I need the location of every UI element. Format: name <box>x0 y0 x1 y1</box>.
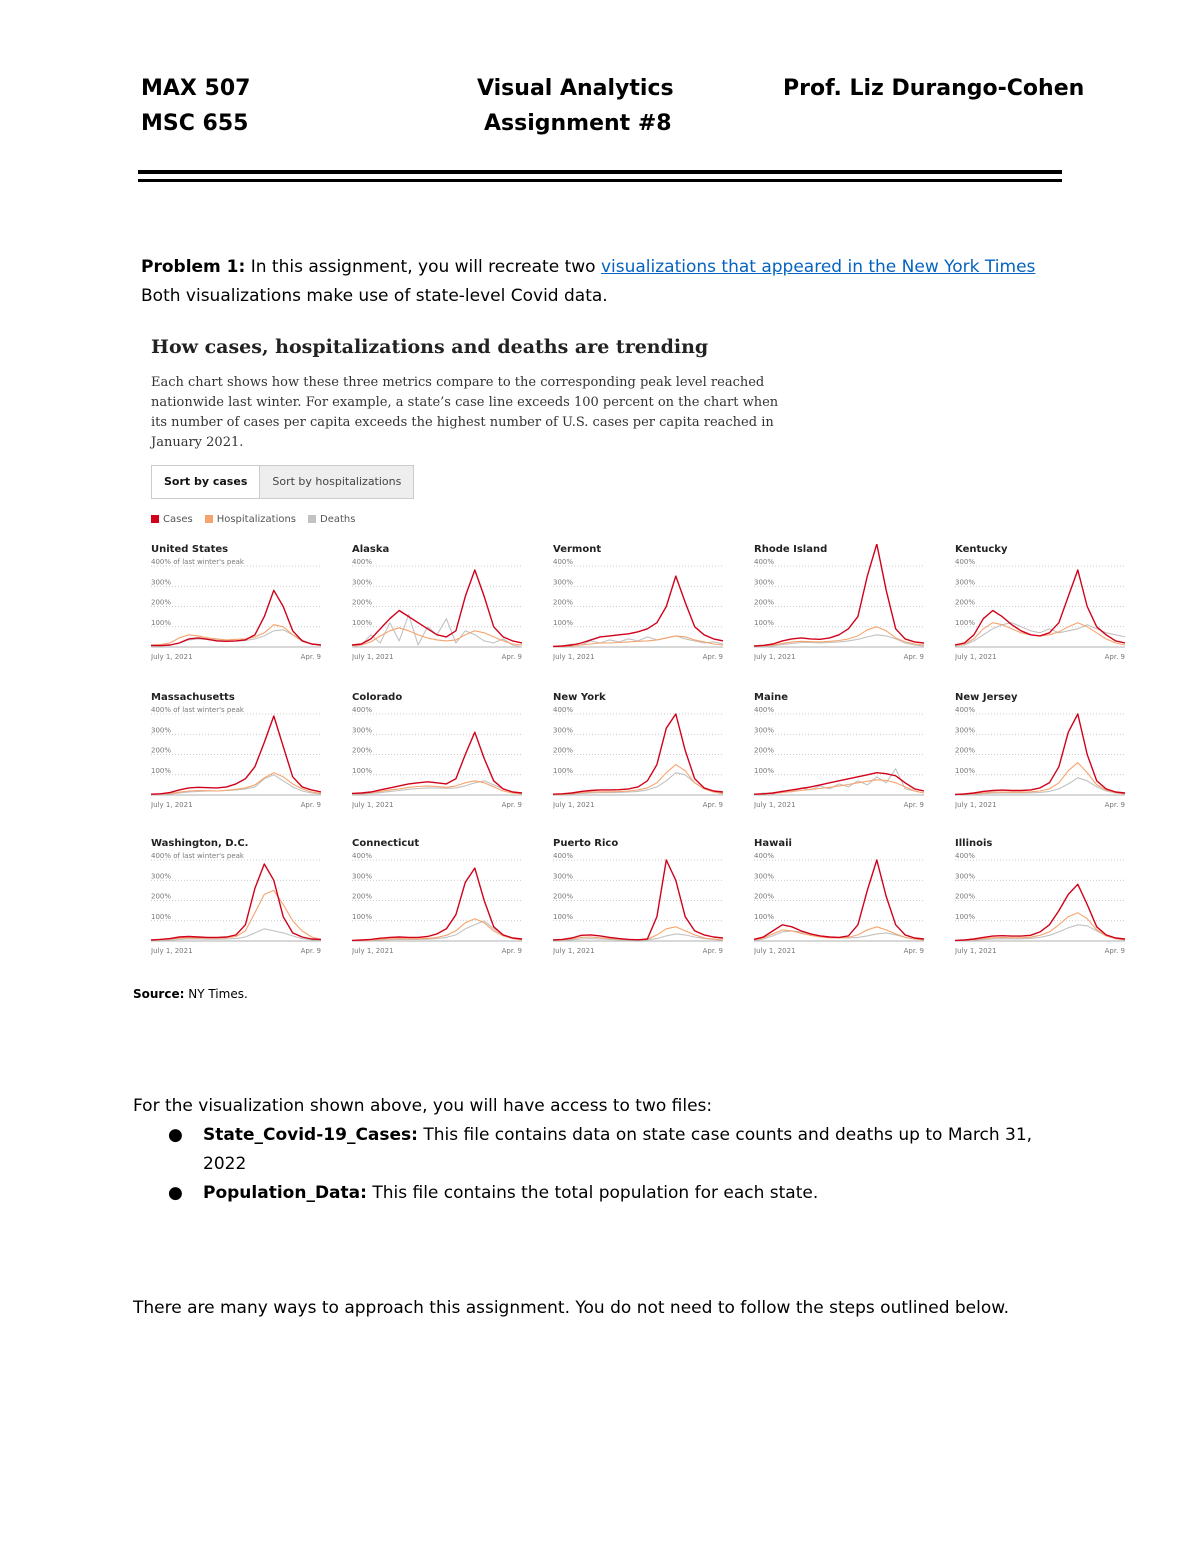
x-tick-label-start: July 1, 2021 <box>553 653 595 661</box>
course-code-2: MSC 655 <box>141 111 249 136</box>
source-note <box>133 987 248 1001</box>
chart-title: Alaska <box>352 544 390 555</box>
y-tick-label: 300% <box>754 726 775 735</box>
y-tick-label: 100% <box>151 618 172 627</box>
nyt-link[interactable]: visualizations that appeared in the New York Times <box>600 257 1036 277</box>
y-tick-label: 100% <box>553 766 574 775</box>
y-tick-label: 100% <box>955 912 976 921</box>
professor-name: Prof. Liz Durango-Cohen <box>783 76 1085 101</box>
y-tick-label: 300% <box>955 726 976 735</box>
x-tick-label-start: July 1, 2021 <box>754 653 796 661</box>
series-line-cases <box>754 860 924 939</box>
problem-text: In this assignment, you will recreate two <box>245 257 601 277</box>
x-tick-label-end: Apr. 9 <box>1104 801 1125 809</box>
y-tick-label: 300% <box>151 726 172 735</box>
legend-label-deaths: Deaths <box>320 514 356 525</box>
chart-svg <box>553 692 723 817</box>
y-tick-label: 100% <box>352 766 373 775</box>
assignment-title: Assignment #8 <box>484 111 672 136</box>
x-tick-label-start: July 1, 2021 <box>955 653 997 661</box>
chart-svg <box>352 692 522 817</box>
x-tick-label-end: Apr. 9 <box>300 801 321 809</box>
y-tick-label: 200% <box>352 892 373 901</box>
source-label: Source: <box>133 987 185 1001</box>
chart-title: Washington, D.C. <box>151 838 249 849</box>
y-tick-label: 200% <box>151 746 172 755</box>
chart-panel-new-jersey <box>955 692 1130 812</box>
chart-svg <box>955 692 1125 817</box>
x-tick-label-end: Apr. 9 <box>300 653 321 661</box>
figure-description: Each chart shows how these three metrics compare to the corresponding peak level reached nationwide last winter. For example, a state’s case line exceeds 100 percent on the chart when its number of cases per capita exceeds the highest number of U.S. cases per capita reached in January 2021. <box>151 375 779 450</box>
files-intro: For the visualization shown above, you will have access to two files: <box>133 1096 713 1116</box>
x-tick-label-end: Apr. 9 <box>903 947 924 955</box>
x-tick-label-end: Apr. 9 <box>702 947 723 955</box>
file-item-2-desc: This file contains the total population for each state. <box>366 1183 819 1203</box>
y-tick-label: 200% <box>754 598 775 607</box>
y-tick-label: 100% <box>955 618 976 627</box>
x-tick-label-start: July 1, 2021 <box>352 947 394 955</box>
chart-svg <box>352 544 522 669</box>
x-tick-label-start: July 1, 2021 <box>955 801 997 809</box>
y-tick-label: 300% <box>955 578 976 587</box>
chart-panel-united-states <box>151 544 326 664</box>
y-tick-label: 100% <box>754 618 775 627</box>
y-tick-label: 100% <box>553 912 574 921</box>
x-tick-label-end: Apr. 9 <box>501 801 522 809</box>
y-tick-label: 300% <box>553 726 574 735</box>
y-tick-label: 400% <box>754 706 775 714</box>
chart-panel-puerto-rico <box>553 838 728 958</box>
chart-title: Connecticut <box>352 838 420 849</box>
series-line-cases <box>151 590 321 645</box>
y-tick-label: 400% of last winter's peak <box>151 558 244 566</box>
series-line-cases <box>151 716 321 794</box>
series-line-hospitalizations <box>955 763 1125 795</box>
problem-label: Problem 1: <box>141 257 246 277</box>
chart-title: Kentucky <box>955 544 1008 555</box>
chart-panel-vermont <box>553 544 728 664</box>
y-tick-label: 400% <box>754 852 775 860</box>
file-item-2-name: Population_Data: <box>203 1183 367 1203</box>
file-item-2 <box>203 1179 1063 1208</box>
chart-svg <box>754 692 924 817</box>
legend-swatch-cases <box>151 515 159 523</box>
y-tick-label: 300% <box>352 578 373 587</box>
legend-swatch-hospitalizations <box>205 515 213 523</box>
x-tick-label-start: July 1, 2021 <box>151 801 193 809</box>
chart-svg <box>955 838 1125 963</box>
y-tick-label: 200% <box>553 892 574 901</box>
y-tick-label: 400% <box>553 558 574 566</box>
legend-label-cases: Cases <box>163 514 193 525</box>
x-tick-label-start: July 1, 2021 <box>151 653 193 661</box>
source-text: NY Times. <box>184 987 248 1001</box>
chart-svg <box>553 544 723 669</box>
y-tick-label: 100% <box>955 766 976 775</box>
y-tick-label: 300% <box>754 578 775 587</box>
y-tick-label: 300% <box>151 872 172 881</box>
x-tick-label-start: July 1, 2021 <box>754 801 796 809</box>
chart-panel-maine <box>754 692 929 812</box>
chart-title: Puerto Rico <box>553 838 619 849</box>
chart-svg <box>754 544 924 669</box>
x-tick-label-start: July 1, 2021 <box>754 947 796 955</box>
x-tick-label-end: Apr. 9 <box>300 947 321 955</box>
y-tick-label: 100% <box>352 912 373 921</box>
chart-svg <box>955 544 1125 669</box>
x-tick-label-end: Apr. 9 <box>1104 947 1125 955</box>
y-tick-label: 200% <box>553 746 574 755</box>
x-tick-label-end: Apr. 9 <box>702 801 723 809</box>
y-tick-label: 100% <box>754 766 775 775</box>
series-line-cases <box>553 714 723 794</box>
y-tick-label: 400% <box>553 852 574 860</box>
y-tick-label: 200% <box>553 598 574 607</box>
series-line-hospitalizations <box>955 913 1125 941</box>
tab-sort-by-hospitalizations[interactable]: Sort by hospitalizations <box>259 466 413 498</box>
chart-title: New Jersey <box>955 692 1018 703</box>
y-tick-label: 300% <box>352 872 373 881</box>
x-tick-label-end: Apr. 9 <box>903 653 924 661</box>
file-item-1-continued: 2022 <box>203 1154 247 1174</box>
series-line-deaths <box>151 775 321 795</box>
x-tick-label-end: Apr. 9 <box>501 947 522 955</box>
chart-svg <box>151 692 321 817</box>
chart-panel-rhode-island <box>754 544 929 664</box>
x-tick-label-end: Apr. 9 <box>501 653 522 661</box>
bullet-2-icon: ● <box>168 1183 183 1203</box>
x-tick-label-start: July 1, 2021 <box>352 653 394 661</box>
chart-title: Hawaii <box>754 838 792 849</box>
legend-label-hospitalizations: Hospitalizations <box>216 514 297 525</box>
chart-svg <box>352 838 522 963</box>
y-tick-label: 100% <box>352 618 373 627</box>
chart-panel-colorado <box>352 692 527 812</box>
series-line-cases <box>352 732 522 793</box>
y-tick-label: 400% <box>754 558 775 566</box>
x-tick-label-start: July 1, 2021 <box>955 947 997 955</box>
series-line-hospitalizations <box>955 623 1125 646</box>
y-tick-label: 400% <box>955 852 976 860</box>
chart-title: Vermont <box>553 544 602 555</box>
y-tick-label: 300% <box>955 872 976 881</box>
nyt-figure <box>140 328 1130 958</box>
legend-hospitalizations <box>205 514 296 525</box>
chart-panel-illinois <box>955 838 1130 958</box>
x-tick-label-end: Apr. 9 <box>1104 653 1125 661</box>
chart-svg <box>151 544 321 669</box>
y-tick-label: 300% <box>754 872 775 881</box>
closing-text: There are many ways to approach this assignment. You do not need to follow the steps outlined below. <box>133 1298 1010 1318</box>
series-line-cases <box>352 868 522 940</box>
y-tick-label: 300% <box>553 578 574 587</box>
y-tick-label: 300% <box>352 726 373 735</box>
course-title: Visual Analytics <box>477 76 674 101</box>
course-code-1: MAX 507 <box>141 76 251 101</box>
legend-cases <box>151 514 193 525</box>
y-tick-label: 200% <box>955 598 976 607</box>
chart-panel-connecticut <box>352 838 527 958</box>
chart-svg <box>151 838 321 963</box>
y-tick-label: 100% <box>553 618 574 627</box>
chart-title: New York <box>553 692 606 703</box>
chart-panel-alaska <box>352 544 527 664</box>
series-line-hospitalizations <box>151 890 321 940</box>
figure-title: How cases, hospitalizations and deaths are trending <box>151 336 709 358</box>
chart-svg <box>553 838 723 963</box>
x-tick-label-start: July 1, 2021 <box>553 947 595 955</box>
series-line-cases <box>754 544 924 646</box>
series-line-hospitalizations <box>151 625 321 645</box>
y-tick-label: 200% <box>151 892 172 901</box>
y-tick-label: 200% <box>352 598 373 607</box>
y-tick-label: 100% <box>151 912 172 921</box>
x-tick-label-end: Apr. 9 <box>903 801 924 809</box>
y-tick-label: 200% <box>955 892 976 901</box>
file-item-1-name: State_Covid-19_Cases: <box>203 1125 418 1145</box>
y-tick-label: 400% <box>352 558 373 566</box>
y-tick-label: 400% <box>553 706 574 714</box>
chart-panel-kentucky <box>955 544 1130 664</box>
series-line-cases <box>553 860 723 940</box>
y-tick-label: 400% <box>955 706 976 714</box>
legend-deaths <box>308 514 355 525</box>
y-tick-label: 300% <box>151 578 172 587</box>
chart-panel-new-york <box>553 692 728 812</box>
header-rule-bottom <box>138 179 1062 182</box>
chart-title: Illinois <box>955 838 993 849</box>
y-tick-label: 400% of last winter's peak <box>151 852 244 860</box>
header-rule-top <box>138 170 1062 174</box>
chart-title: Colorado <box>352 692 403 703</box>
series-line-cases <box>151 864 321 940</box>
series-line-hospitalizations <box>553 927 723 940</box>
series-line-hospitalizations <box>754 627 924 646</box>
series-line-cases <box>955 570 1125 645</box>
series-line-deaths <box>754 766 924 795</box>
problem-line-1 <box>141 253 1035 282</box>
y-tick-label: 400% <box>352 852 373 860</box>
chart-title: Maine <box>754 692 789 703</box>
x-tick-label-end: Apr. 9 <box>702 653 723 661</box>
file-item-1-desc: This file contains data on state case counts and deaths up to March 31, <box>417 1125 1033 1145</box>
series-line-deaths <box>754 931 924 941</box>
chart-svg <box>754 838 924 963</box>
series-line-hospitalizations <box>553 765 723 795</box>
chart-title: Rhode Island <box>754 544 828 555</box>
y-tick-label: 300% <box>553 872 574 881</box>
y-tick-label: 200% <box>955 746 976 755</box>
file-item-1 <box>203 1121 1063 1150</box>
y-tick-label: 400% <box>955 558 976 566</box>
chart-panel-hawaii <box>754 838 929 958</box>
problem-line-2: Both visualizations make use of state-level Covid data. <box>141 286 608 306</box>
chart-title: United States <box>151 544 229 555</box>
y-tick-label: 200% <box>754 892 775 901</box>
y-tick-label: 200% <box>754 746 775 755</box>
y-tick-label: 400% <box>352 706 373 714</box>
y-tick-label: 200% <box>352 746 373 755</box>
tab-sort-by-cases[interactable]: Sort by cases <box>152 466 259 498</box>
y-tick-label: 400% of last winter's peak <box>151 706 244 714</box>
sort-tabs <box>151 465 414 499</box>
chart-legend <box>151 514 355 525</box>
x-tick-label-start: July 1, 2021 <box>352 801 394 809</box>
chart-title: Massachusetts <box>151 692 235 703</box>
chart-panel-massachusetts <box>151 692 326 812</box>
y-tick-label: 100% <box>754 912 775 921</box>
legend-swatch-deaths <box>308 515 316 523</box>
y-tick-label: 200% <box>151 598 172 607</box>
bullet-1-icon: ● <box>168 1125 183 1145</box>
chart-panel-washington-d-c <box>151 838 326 958</box>
x-tick-label-start: July 1, 2021 <box>553 801 595 809</box>
y-tick-label: 100% <box>151 766 172 775</box>
x-tick-label-start: July 1, 2021 <box>151 947 193 955</box>
